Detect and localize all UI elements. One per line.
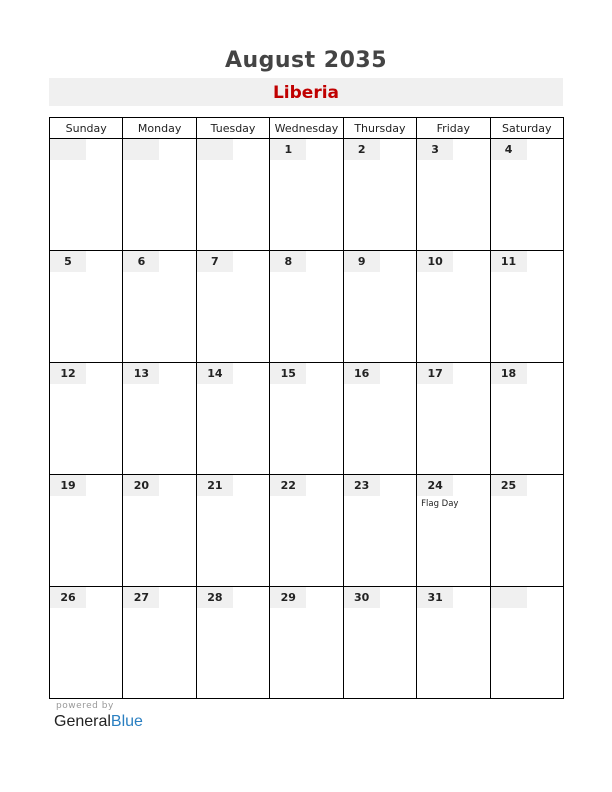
day-cell bbox=[343, 587, 416, 699]
day-cell bbox=[490, 587, 563, 699]
week-row bbox=[50, 587, 564, 699]
day-number: 3 bbox=[417, 139, 453, 160]
day-cell bbox=[343, 475, 416, 587]
day-cell bbox=[270, 475, 343, 587]
day-number: 7 bbox=[197, 251, 233, 272]
day-number: 22 bbox=[270, 475, 306, 496]
day-cell bbox=[270, 587, 343, 699]
day-cell bbox=[50, 251, 123, 363]
brand-general: General bbox=[54, 713, 111, 730]
day-number: 27 bbox=[123, 587, 159, 608]
country-name: Liberia bbox=[272, 83, 340, 103]
day-cell bbox=[343, 139, 416, 251]
day-cell bbox=[417, 139, 490, 251]
day-number: 25 bbox=[491, 475, 527, 496]
day-cell bbox=[123, 475, 196, 587]
day-number: 26 bbox=[50, 587, 86, 608]
day-cell bbox=[270, 251, 343, 363]
weekday-header: Friday bbox=[417, 118, 490, 139]
day-cell bbox=[196, 251, 269, 363]
week-row bbox=[50, 251, 564, 363]
weekday-header: Thursday bbox=[343, 118, 416, 139]
weekday-header-row bbox=[50, 118, 564, 139]
day-number: 15 bbox=[270, 363, 306, 384]
holiday-label: Flag Day bbox=[421, 499, 459, 509]
calendar-grid bbox=[49, 117, 564, 699]
day-cell bbox=[50, 139, 123, 251]
brand-blue: Blue bbox=[110, 713, 143, 730]
day-number: 8 bbox=[270, 251, 306, 272]
day-cell bbox=[490, 475, 563, 587]
day-number: 31 bbox=[417, 587, 453, 608]
day-number: 6 bbox=[123, 251, 159, 272]
day-number: 19 bbox=[50, 475, 86, 496]
week-row bbox=[50, 139, 564, 251]
day-number: 20 bbox=[123, 475, 159, 496]
day-number: 2 bbox=[344, 139, 380, 160]
day-number: 4 bbox=[491, 139, 527, 160]
day-number bbox=[50, 139, 86, 160]
day-cell bbox=[417, 475, 490, 587]
day-cell bbox=[50, 475, 123, 587]
day-number: 29 bbox=[270, 587, 306, 608]
weekday-header: Saturday bbox=[490, 118, 563, 139]
day-cell bbox=[490, 363, 563, 475]
powered-by-text: powered by bbox=[56, 701, 114, 711]
day-cell bbox=[417, 251, 490, 363]
day-cell bbox=[123, 251, 196, 363]
country-banner bbox=[49, 78, 563, 106]
weekday-header: Sunday bbox=[50, 118, 123, 139]
day-cell bbox=[196, 475, 269, 587]
day-cell bbox=[196, 587, 269, 699]
day-number: 5 bbox=[50, 251, 86, 272]
day-cell bbox=[123, 587, 196, 699]
day-number bbox=[123, 139, 159, 160]
day-cell bbox=[196, 363, 269, 475]
weekday-header: Wednesday bbox=[270, 118, 343, 139]
day-cell bbox=[417, 587, 490, 699]
day-cell bbox=[50, 587, 123, 699]
day-cell bbox=[196, 139, 269, 251]
day-cell bbox=[343, 363, 416, 475]
day-cell bbox=[270, 139, 343, 251]
day-number: 30 bbox=[344, 587, 380, 608]
day-number bbox=[197, 139, 233, 160]
day-number: 28 bbox=[197, 587, 233, 608]
weekday-header: Monday bbox=[123, 118, 196, 139]
day-number: 21 bbox=[197, 475, 233, 496]
day-number: 1 bbox=[270, 139, 306, 160]
day-number: 16 bbox=[344, 363, 380, 384]
day-cell bbox=[490, 139, 563, 251]
day-cell bbox=[50, 363, 123, 475]
day-cell bbox=[270, 363, 343, 475]
day-number: 11 bbox=[491, 251, 527, 272]
day-cell bbox=[123, 363, 196, 475]
day-number: 18 bbox=[491, 363, 527, 384]
day-cell bbox=[417, 363, 490, 475]
day-number: 13 bbox=[123, 363, 159, 384]
day-number: 24 bbox=[417, 475, 453, 496]
day-number: 9 bbox=[344, 251, 380, 272]
day-number: 14 bbox=[197, 363, 233, 384]
day-number bbox=[491, 587, 527, 608]
week-row bbox=[50, 475, 564, 587]
day-cell bbox=[490, 251, 563, 363]
week-row bbox=[50, 363, 564, 475]
day-number: 10 bbox=[417, 251, 453, 272]
day-number: 17 bbox=[417, 363, 453, 384]
day-cell bbox=[123, 139, 196, 251]
day-number: 23 bbox=[344, 475, 380, 496]
day-cell bbox=[343, 251, 416, 363]
weekday-header: Tuesday bbox=[196, 118, 269, 139]
day-number: 12 bbox=[50, 363, 86, 384]
generalblue-logo[interactable] bbox=[54, 713, 143, 731]
calendar-title: August 2035 bbox=[224, 48, 388, 73]
